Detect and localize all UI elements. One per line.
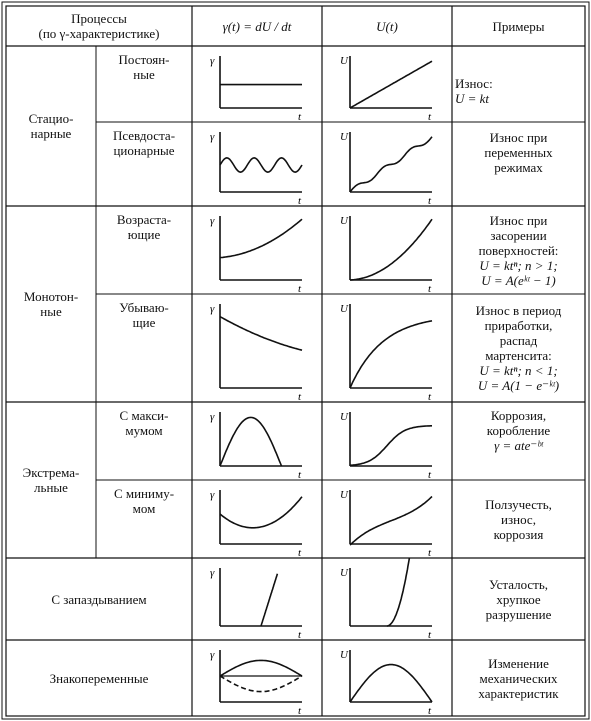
curve [220, 497, 302, 528]
y-axis-label: γ [210, 649, 215, 661]
x-axis-label: t [428, 705, 432, 716]
example-increasing [452, 206, 585, 294]
example-line: износ, [501, 511, 536, 527]
x-axis-label: t [428, 629, 432, 640]
x-axis-label: t [298, 283, 302, 294]
sub-minimum: С миниму- мом [113, 486, 175, 516]
y-axis-label: U [340, 567, 348, 579]
gamma-plot-1 [192, 46, 322, 122]
y-axis-label: U [340, 411, 348, 423]
group-extremal: Экстрема- льные [22, 465, 80, 495]
example-line: хрупкое [496, 591, 541, 607]
curve [220, 219, 302, 257]
example-line: коробление [486, 423, 551, 438]
curve [220, 660, 302, 676]
x-axis-label: t [428, 391, 432, 402]
y-axis-label: U [340, 649, 348, 661]
example-line: U = kt [455, 91, 490, 106]
sub-constant: Постоян- ные [118, 52, 170, 82]
example-line: разрушение [485, 606, 552, 622]
u-plot-8 [322, 640, 452, 716]
y-axis-label: U [340, 131, 348, 143]
gamma-plot-2 [192, 122, 322, 206]
example-line: Усталость, [488, 576, 549, 592]
curve [220, 158, 302, 172]
u-plot-4 [322, 294, 452, 402]
y-axis-label: γ [210, 131, 215, 143]
y-axis-label: γ [210, 303, 215, 315]
x-axis-label: t [428, 111, 432, 122]
gamma-plot-4 [192, 294, 322, 402]
y-axis-label: γ [210, 55, 215, 67]
example-line: мартенсита: [485, 348, 552, 363]
example-line: U = ktⁿ; n > 1; [479, 257, 558, 273]
y-axis-label: γ [210, 567, 215, 579]
example-line: U = ktⁿ; n < 1; [479, 363, 558, 378]
group-delayed: С запаздыванием [51, 591, 147, 607]
group-alternating: Знакопеременные [49, 670, 149, 686]
example-delayed [452, 558, 585, 640]
example-line: приработки, [484, 318, 553, 333]
header-gamma: γ(t) = dU / dt [222, 18, 292, 34]
example-line: поверхностей: [478, 242, 559, 258]
example-line: режимах [494, 160, 543, 175]
curve [387, 558, 416, 626]
y-axis-label: γ [210, 215, 215, 227]
example-maximum [452, 402, 585, 480]
gamma-plot-5 [192, 402, 322, 480]
u-plot-6 [322, 480, 452, 558]
x-axis-label: t [428, 283, 432, 294]
example-line: характеристик [478, 685, 559, 701]
curve [220, 417, 282, 466]
example-line: γ = ate⁻ᵇᵗ [494, 438, 543, 453]
x-axis-label: t [298, 705, 302, 716]
sub-increasing: Возраста- ющие [116, 212, 172, 242]
x-axis-label: t [298, 547, 302, 558]
y-axis-label: U [340, 55, 348, 67]
y-axis-label: U [340, 303, 348, 315]
example-line: засорении [490, 227, 547, 243]
x-axis-label: t [298, 469, 302, 480]
example-line: переменных [484, 145, 553, 160]
example-line: Коррозия, [490, 408, 547, 423]
curve [350, 497, 432, 546]
u-plot-1 [322, 46, 452, 122]
header-examples: Примеры [492, 18, 545, 34]
u-plot-7 [322, 558, 452, 640]
u-plot-5 [322, 402, 452, 480]
curve [350, 426, 432, 466]
y-axis-label: γ [210, 489, 215, 501]
x-axis-label: t [298, 391, 302, 402]
group-stationary: Стацио- нарные [28, 111, 74, 141]
curve [350, 665, 432, 702]
header-u: U(t) [376, 18, 398, 34]
example-line: Износ: [455, 76, 493, 91]
u-plot-2 [322, 122, 452, 206]
example-line: механических [479, 670, 558, 686]
example-alternating [452, 640, 585, 716]
curve [350, 137, 432, 192]
x-axis-label: t [428, 547, 432, 558]
curve [350, 219, 432, 280]
curve [220, 317, 302, 351]
u-plot-3 [322, 206, 452, 294]
curve [350, 61, 432, 108]
group-monotonic: Монотон- ные [23, 289, 79, 319]
example-pseudo-stationary [452, 122, 585, 206]
y-axis-label: U [340, 489, 348, 501]
example-line: распад [499, 333, 538, 348]
gamma-plot-6 [192, 480, 322, 558]
gamma-plot-7 [192, 558, 322, 640]
example-line: Износ при [489, 130, 548, 145]
curve [350, 321, 432, 388]
x-axis-label: t [298, 111, 302, 122]
x-axis-label: t [428, 469, 432, 480]
gamma-plot-3 [192, 206, 322, 294]
example-constant [452, 46, 585, 122]
header-processes: Процессы (по γ-характеристике) [38, 11, 160, 41]
curve [220, 676, 302, 692]
curve [261, 574, 277, 626]
x-axis-label: t [298, 195, 302, 206]
example-decreasing [452, 294, 585, 402]
example-line: U = A(1 − e⁻ᵏᵗ) [477, 378, 560, 393]
example-line: Ползучесть, [485, 496, 552, 512]
sub-pseudo-stationary: Псевдоста- ционарные [112, 128, 176, 158]
example-minimum [452, 480, 585, 558]
x-axis-label: t [298, 629, 302, 640]
example-line: Изменение [488, 655, 549, 671]
example-line: Износ при [489, 212, 548, 228]
example-line: U = A(eᵏᵗ − 1) [481, 272, 556, 288]
example-line: Износ в период [475, 303, 562, 318]
sub-maximum: С макси- мумом [119, 408, 169, 438]
example-line: коррозия [493, 526, 544, 542]
x-axis-label: t [428, 195, 432, 206]
y-axis-label: U [340, 215, 348, 227]
y-axis-label: γ [210, 411, 215, 423]
sub-decreasing: Убываю- щие [119, 300, 169, 330]
gamma-plot-8 [192, 640, 322, 716]
